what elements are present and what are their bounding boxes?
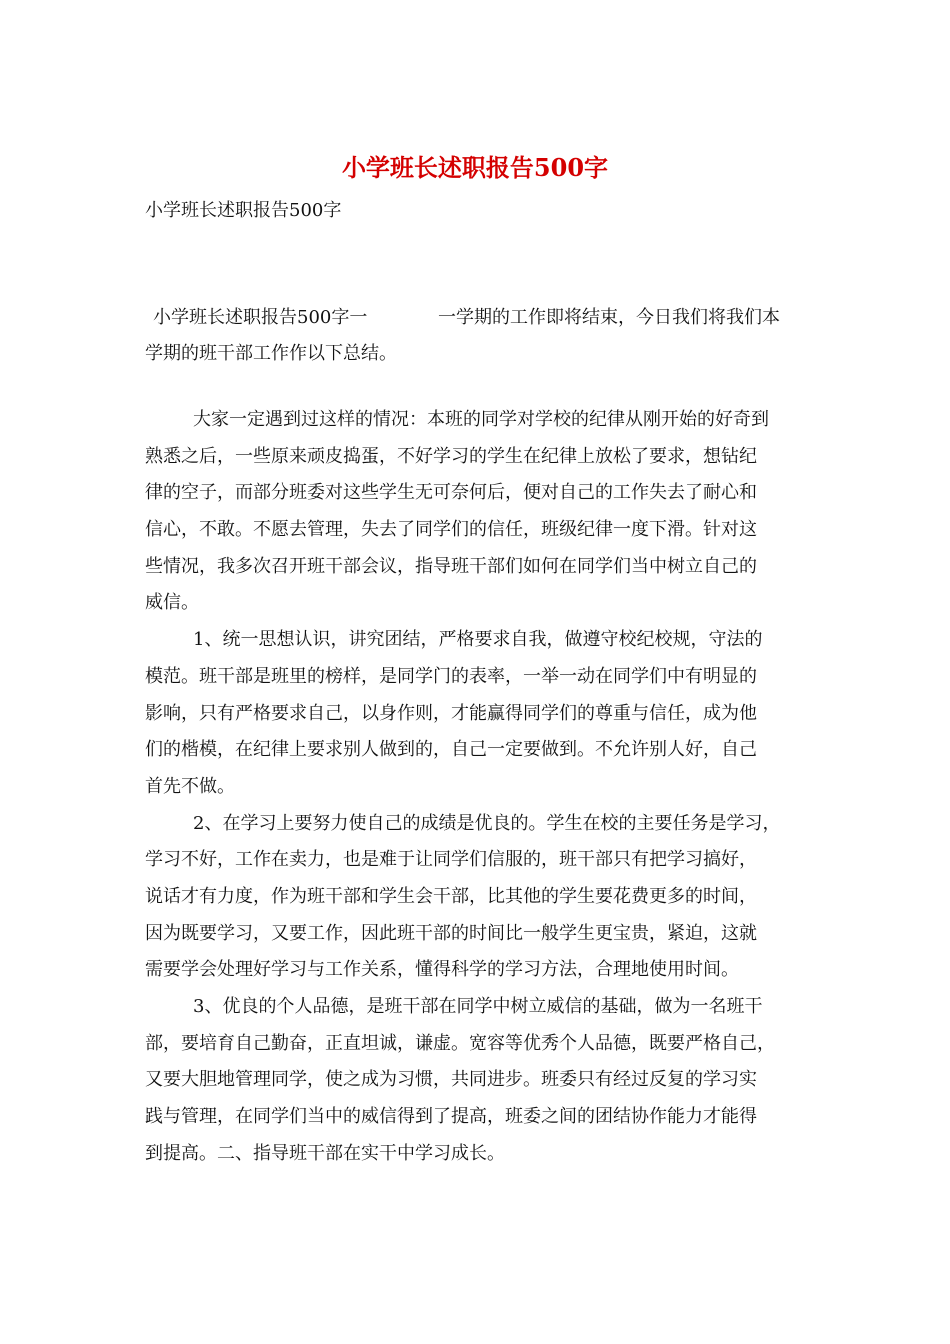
document-subtitle: 小学班长述职报告500字 xyxy=(145,200,342,221)
body-line: 们的楷模，在纪律上要求别人做到的，自己一定要做到。不允许别人好，自己 xyxy=(145,739,757,761)
body-line: 影响，只有严格要求自己，以身作则，才能赢得同学们的尊重与信任，成为他 xyxy=(145,702,757,724)
intro-line-2: 学期的班干部工作作以下总结。 xyxy=(145,343,397,364)
body-line: 部，要培育自己勤奋，正直坦诚，谦虚。宽容等优秀个人品德，既要严格自己， xyxy=(145,1032,775,1054)
body-line: 首先不做。 xyxy=(145,775,235,797)
body-line: 因为既要学习，又要工作，因此班干部的时间比一般学生更宝贵，紧迫，这就 xyxy=(145,922,757,944)
body-line: 到提高。二、指导班干部在实干中学习成长。 xyxy=(145,1142,505,1164)
intro-heading: 小学班长述职报告500字一 xyxy=(153,307,368,328)
body-line: 3、优良的个人品德，是班干部在同学中树立威信的基础，做为一名班干 xyxy=(193,996,763,1017)
body-line: 威信。 xyxy=(145,592,199,614)
body-line: 学习不好，工作在卖力，也是难于让同学们信服的，班干部只有把学习搞好， xyxy=(145,849,757,871)
body-line: 又要大胆地管理同学，使之成为习惯，共同进步。班委只有经过反复的学习实 xyxy=(145,1069,757,1091)
body-line: 需要学会处理好学习与工作关系，懂得科学的学习方法，合理地使用时间。 xyxy=(145,959,739,981)
intro-text: 一学期的工作即将结束，今日我们将我们本 xyxy=(438,307,780,328)
intro-paragraph xyxy=(145,300,815,372)
body-line: 1、统一思想认识，讲究团结，严格要求自我，做遵守校纪校规，守法的 xyxy=(193,629,763,651)
body-line: 律的空子，而部分班委对这些学生无可奈何后，便对自己的工作失去了耐心和 xyxy=(145,482,757,504)
body-line: 些情况，我多次召开班干部会议，指导班干部们如何在同学们当中树立自己的 xyxy=(145,555,757,577)
document-title: 小学班长述职报告500字 xyxy=(341,153,609,182)
body-text xyxy=(145,402,815,1172)
body-line: 熟悉之后，一些原来顽皮捣蛋，不好学习的学生在纪律上放松了要求，想钻纪 xyxy=(145,445,757,467)
intro-line-1 xyxy=(145,300,815,336)
body-line: 模范。班干部是班里的榜样，是同学门的表率，一举一动在同学们中有明显的 xyxy=(145,665,757,687)
body-line: 践与管理，在同学们当中的威信得到了提高，班委之间的团结协作能力才能得 xyxy=(145,1106,757,1128)
body-line: 信心，不敢。不愿去管理，失去了同学们的信任，班级纪律一度下滑。针对这 xyxy=(145,519,757,541)
body-line: 大家一定遇到过这样的情况：本班的同学对学校的纪律从刚开始的好奇到 xyxy=(193,409,769,430)
body-line: 说话才有力度，作为班干部和学生会干部，比其他的学生要花费更多的时间， xyxy=(145,885,757,907)
body-line: 2、在学习上要努力使自己的成绩是优良的。学生在校的主要任务是学习， xyxy=(193,812,781,834)
